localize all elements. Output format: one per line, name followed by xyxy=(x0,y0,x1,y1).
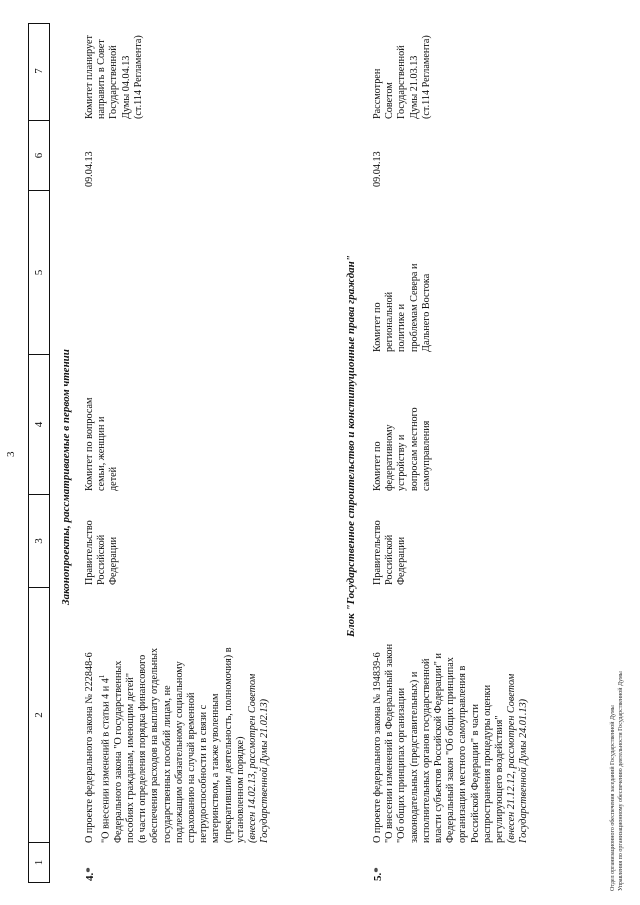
project-description xyxy=(84,588,271,843)
committee-line: вопросам местного xyxy=(408,407,420,491)
table-header-row xyxy=(28,23,50,883)
co-committee-line: региональной xyxy=(384,291,396,352)
responsible-committee xyxy=(84,356,121,491)
project-note-line: (внесен 21.12.12, рассмотрен Советом xyxy=(506,673,518,843)
initiator-line: Российской xyxy=(96,534,108,585)
date: 09.04.13 xyxy=(372,151,383,187)
project-title-line: распространения процедуры оценки xyxy=(481,684,493,843)
initiator-line: Федерации xyxy=(396,536,408,585)
section-title-first-reading: Законопроекты, рассматриваемые в первом чтении xyxy=(60,349,72,605)
status-line: (ст.114 Регламента) xyxy=(420,35,432,119)
committee-line: самоуправления xyxy=(420,420,432,491)
status-line: Советом xyxy=(384,82,396,119)
co-committee-line: политике и xyxy=(396,303,408,352)
row-number: 5.* xyxy=(372,867,384,881)
initiator xyxy=(372,495,409,585)
status-line: Рассмотрен xyxy=(372,68,383,119)
committee-line: Комитет по xyxy=(372,441,383,491)
project-description xyxy=(372,588,531,843)
project-title-line: организации местного самоуправления в xyxy=(457,665,469,843)
co-committee-line: проблемам Севера и xyxy=(408,263,420,352)
project-title-line: Федерального закона "О государственных xyxy=(112,660,124,843)
project-title-line: "Об общих принципах организации xyxy=(396,687,408,843)
project-title-line: Федеральный закон "Об общих принципах xyxy=(445,657,457,843)
project-title-line: О проекте федерального закона № 194839-6 xyxy=(372,652,383,843)
project-title-line: материнством, а также уволенным xyxy=(210,693,222,843)
status-line: Думы 21.03.13 xyxy=(408,55,420,119)
column-number-2: 2 xyxy=(29,587,49,842)
footer xyxy=(610,671,625,891)
co-executor-committee xyxy=(372,192,433,352)
status-line: Комитет планирует xyxy=(84,35,95,119)
project-note-line: (внесен 14.02.13, рассмотрен Советом xyxy=(247,673,259,843)
column-number-3: 3 xyxy=(29,494,49,587)
page-number: 3 xyxy=(5,451,17,457)
status-line: направить в Совет xyxy=(96,39,108,119)
table-row xyxy=(84,23,284,883)
project-title-line: пособиях гражданам, имеющим детей" xyxy=(125,672,136,843)
project-title-line: установленном порядке) xyxy=(234,736,246,843)
status-line: Государственной xyxy=(108,45,120,119)
row-number: 4.* xyxy=(84,867,96,881)
column-number-7: 7 xyxy=(33,68,45,74)
project-title-line: страхованию на случай временной xyxy=(186,692,198,843)
project-title-line: "О внесении изменений в Федеральный закон xyxy=(384,643,396,843)
responsible-committee xyxy=(372,356,433,491)
committee-line: устройству и xyxy=(396,434,408,491)
status-line: Думы 04.04.13 xyxy=(120,55,132,119)
project-title-line: "О внесении изменений в статьи 4 и $4^1$ xyxy=(98,674,112,843)
footer-line: Управления по организационному обеспечению деятельности Государственной Думы xyxy=(617,671,624,891)
initiator-line: Правительство xyxy=(84,520,95,585)
status xyxy=(84,19,145,119)
project-title-line: законодательных (представительных) и xyxy=(408,671,420,843)
committee-line: детей xyxy=(108,466,120,491)
column-number-4: 4 xyxy=(29,354,49,494)
project-title-line: власти субъектов Российской Федерации" и xyxy=(433,653,445,843)
initiator-line: Правительство xyxy=(372,520,383,585)
status-line: Государственной xyxy=(396,45,408,119)
co-committee-line: Дальнего Востока xyxy=(420,273,432,352)
committee-line: федеративному xyxy=(384,424,396,491)
initiator xyxy=(84,495,121,585)
date: 09.04.13 xyxy=(84,151,95,187)
table-row xyxy=(372,23,572,883)
project-title-line: регулирующего воздействия" xyxy=(494,715,506,843)
column-number-5: 5 xyxy=(29,190,49,354)
column-number-6: 6 xyxy=(29,120,49,190)
project-title-line: подлежащим обязательному социальному xyxy=(173,661,185,843)
status-line: (ст.114 Регламента) xyxy=(132,35,144,119)
project-title-line: обеспечения расходов на выплату отдельных xyxy=(149,647,161,843)
project-title-line: государственных пособий лицам, не xyxy=(161,685,173,843)
initiator-line: Российской xyxy=(384,534,396,585)
project-title-line: (прекратившим деятельность, полномочия) в xyxy=(222,647,234,843)
project-note-line: Государственной Думы 24.01.13) xyxy=(518,698,530,843)
project-title-line: (в части определения порядка финансового xyxy=(137,654,149,843)
initiator-line: Федерации xyxy=(108,536,120,585)
project-title-line: Российской Федерации" в части xyxy=(469,704,481,843)
committee-line: Комитет по вопросам xyxy=(84,397,95,491)
project-title-line: О проекте федерального закона № 222848-6 xyxy=(84,652,95,843)
footer-line: Отдел организационного обеспечения заседаний Государственной Думы xyxy=(610,705,616,891)
project-note-line: Государственной Думы 21.02.13) xyxy=(259,698,271,843)
co-committee-line: Комитет по xyxy=(372,302,383,352)
column-number-1: 1 xyxy=(29,842,49,882)
project-title-line: нетрудоспособности и в связи с xyxy=(198,704,210,843)
section-title-block: Блок "Государственное строительство и конституционные права граждан" xyxy=(345,255,357,637)
project-title-line: исполнительных органов государственной xyxy=(420,658,432,843)
committee-line: семьи, женщин и xyxy=(96,416,108,491)
status xyxy=(372,19,433,119)
